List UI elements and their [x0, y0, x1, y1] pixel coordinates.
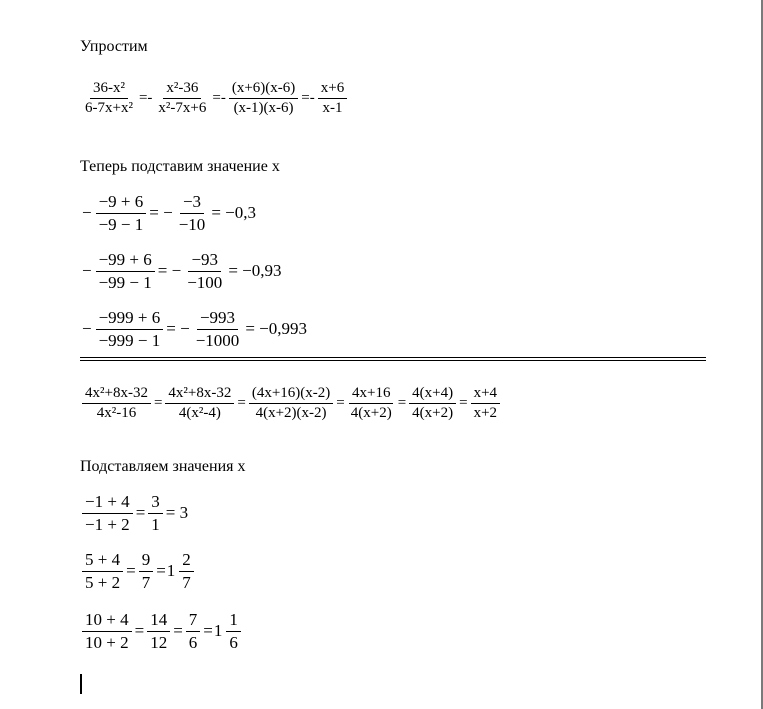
fraction	[82, 80, 136, 118]
fraction	[82, 385, 151, 423]
mixed-number	[214, 610, 243, 652]
denominator: (x-1)(x-6)	[233, 100, 294, 117]
operator: = −	[157, 261, 182, 281]
result: = −0,993	[245, 319, 307, 339]
fraction	[96, 250, 155, 292]
numerator: −1 + 4	[82, 492, 133, 514]
denominator: x+2	[473, 405, 498, 422]
operator: =	[156, 561, 166, 581]
operator: =	[459, 395, 468, 412]
whole-part: 1	[166, 561, 176, 581]
calc-row-2	[80, 250, 283, 292]
denominator: 6	[229, 632, 238, 652]
operator: =-	[138, 90, 153, 107]
numerator: x+4	[471, 385, 500, 404]
operator: =	[336, 395, 345, 412]
numerator: −999 + 6	[96, 308, 164, 330]
fraction	[82, 610, 132, 652]
minus-sign: −	[82, 203, 92, 223]
operator: =-	[212, 90, 226, 107]
denominator: 4(x+2)	[350, 405, 392, 422]
numerator: x+6	[318, 80, 347, 99]
operator: =	[126, 561, 136, 581]
operator: = −	[149, 203, 173, 223]
text-cursor[interactable]	[80, 674, 82, 694]
denominator: −999 − 1	[98, 330, 161, 350]
numerator: (4x+16)(x-2)	[249, 385, 333, 404]
denominator: 6-7x+x²	[85, 100, 133, 117]
fraction	[179, 550, 194, 592]
numerator: 7	[186, 610, 201, 632]
denominator: −10	[178, 214, 206, 234]
result: = −0,3	[211, 203, 256, 223]
operator: = −	[166, 319, 190, 339]
fraction	[148, 492, 163, 534]
fraction	[165, 385, 234, 423]
denominator: 7	[182, 572, 191, 592]
denominator: 4(x+2)	[412, 405, 454, 422]
denominator: 1	[151, 514, 160, 534]
numerator: 3	[148, 492, 163, 514]
numerator: 14	[147, 610, 170, 632]
operator: =	[397, 395, 407, 412]
calc-row-1	[80, 192, 257, 234]
fraction	[139, 550, 154, 592]
calc2-row-3	[80, 610, 243, 652]
denominator: −1000	[195, 330, 240, 350]
denominator: 6	[188, 632, 198, 652]
fraction	[249, 385, 333, 423]
calc-row-3	[80, 308, 308, 350]
denominator: 10 + 2	[85, 632, 129, 652]
operator: =	[153, 395, 163, 412]
numerator: 4x²+8x-32	[165, 385, 234, 404]
operator: =	[173, 621, 183, 641]
fraction	[155, 80, 209, 118]
denominator: −9 − 1	[98, 214, 144, 234]
operator: =-	[301, 90, 315, 107]
fraction	[82, 550, 123, 592]
numerator: x²-36	[163, 80, 201, 99]
fraction	[409, 385, 456, 423]
denominator: 4x²-16	[96, 405, 137, 422]
numerator: −99 + 6	[96, 250, 155, 272]
heading-substitute: Теперь подставим значение x	[80, 158, 280, 175]
denominator: −99 − 1	[98, 272, 152, 292]
operator: =	[135, 503, 146, 523]
numerator: (x+6)(x-6)	[229, 80, 298, 99]
operator: =	[237, 395, 246, 412]
equation-simplify-2	[80, 385, 502, 423]
numerator: 10 + 4	[82, 610, 132, 632]
numerator: 36-x²	[90, 80, 128, 99]
fraction	[96, 192, 147, 234]
fraction	[226, 610, 241, 652]
section-divider	[80, 357, 706, 361]
numerator: −3	[180, 192, 204, 214]
numerator: 4x²+8x-32	[82, 385, 151, 404]
calc2-row-1	[80, 492, 189, 534]
numerator: 1	[226, 610, 241, 632]
numerator: −93	[188, 250, 221, 272]
fraction	[147, 610, 170, 652]
numerator: 4x+16	[349, 385, 393, 404]
denominator: 12	[150, 632, 168, 652]
numerator: 5 + 4	[82, 550, 123, 572]
result: = 3	[165, 503, 189, 523]
denominator: −100	[187, 272, 223, 292]
denominator: 5 + 2	[85, 572, 121, 592]
operator: =	[134, 621, 145, 641]
heading-simplify: Упростим	[80, 38, 148, 55]
fraction	[193, 308, 243, 350]
numerator: 9	[139, 550, 154, 572]
fraction	[348, 385, 395, 423]
denominator: x-1	[322, 100, 343, 117]
fraction	[229, 80, 298, 118]
numerator: −993	[197, 308, 238, 330]
minus-sign: −	[82, 319, 92, 339]
result: = −0,93	[228, 261, 282, 281]
numerator: 2	[179, 550, 194, 572]
mixed-number	[167, 550, 196, 592]
denominator: 7	[141, 572, 151, 592]
minus-sign: −	[82, 261, 92, 281]
denominator: x²-7x+6	[158, 100, 207, 117]
fraction	[471, 385, 500, 423]
fraction	[186, 610, 201, 652]
numerator: −9 + 6	[96, 192, 147, 214]
fraction	[184, 250, 225, 292]
numerator: 4(x+4)	[409, 385, 456, 404]
fraction	[96, 308, 164, 350]
equation-simplify-1	[80, 80, 349, 118]
denominator: 4(x²-4)	[178, 405, 221, 422]
denominator: 4(x+2)(x-2)	[255, 405, 327, 422]
denominator: −1 + 2	[85, 514, 130, 534]
calc2-row-2	[80, 550, 196, 592]
fraction	[82, 492, 133, 534]
heading-substitute-values: Подставляем значения x	[80, 458, 246, 475]
operator: =	[203, 621, 213, 641]
fraction	[176, 192, 209, 234]
fraction	[318, 80, 347, 118]
whole-part: 1	[213, 621, 223, 641]
